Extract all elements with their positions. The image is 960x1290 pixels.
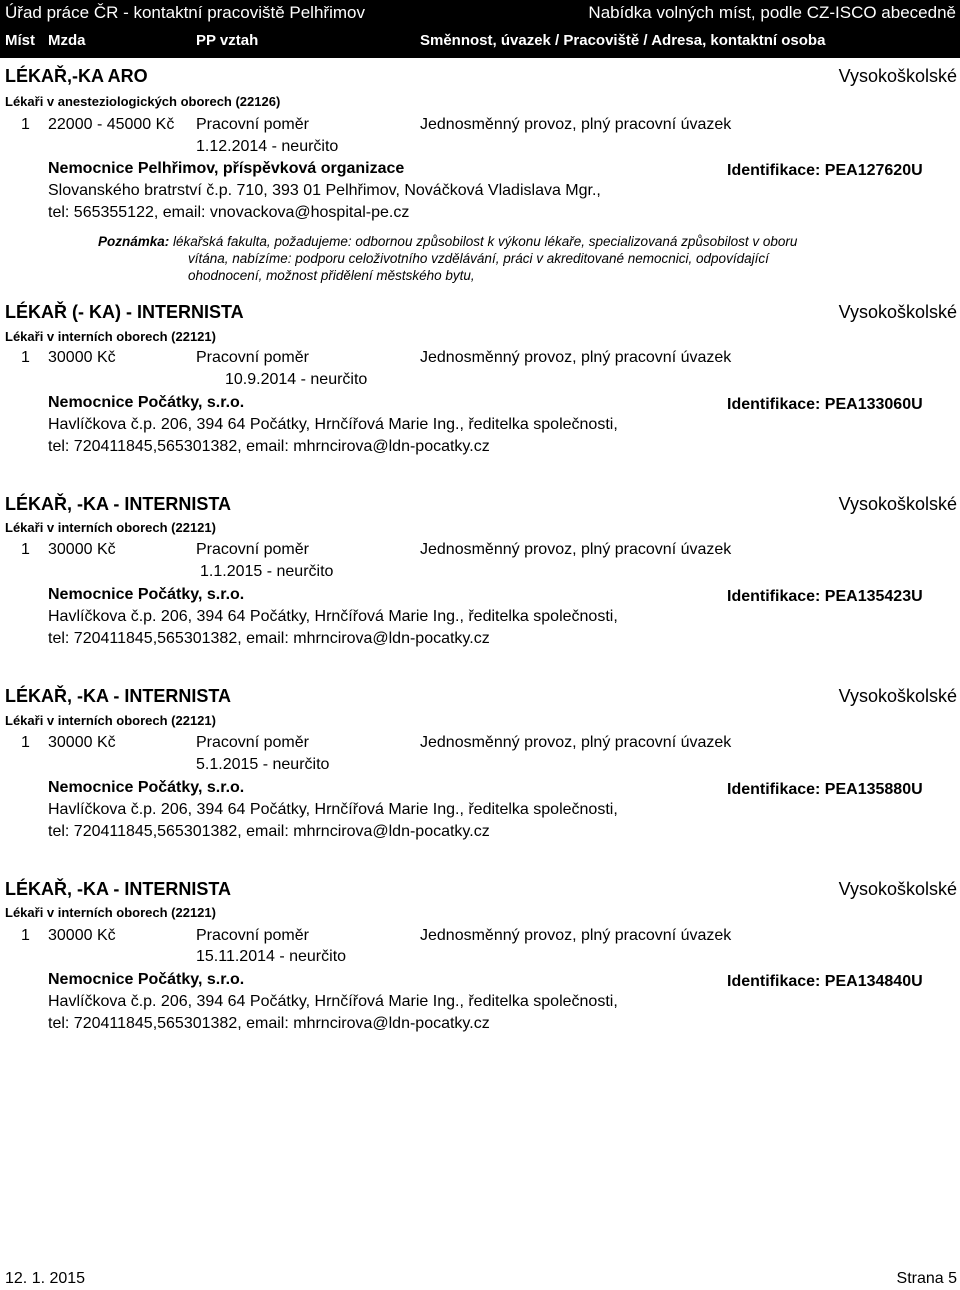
employer-name: Nemocnice Počátky, s.r.o. (48, 971, 245, 988)
job-title: LÉKAŘ,-KA ARO (5, 66, 148, 86)
note-line: ohodnocení, možnost přidělení městského bytu, (188, 268, 475, 283)
column-header-smennost: Směnnost, úvazek / Pracoviště / Adresa, kontaktní osoba (420, 32, 826, 49)
date-range: 15.11.2014 - neurčito (196, 948, 347, 965)
wage: 30000 Kč (48, 541, 116, 558)
education-level: Vysokoškolské (838, 879, 957, 899)
contact-info: tel: 720411845,565301382, email: mhrncirova@ldn-pocatky.cz (48, 1015, 490, 1032)
office-title: Úřad práce ČR - kontaktní pracoviště Pelhřimov (5, 3, 365, 22)
employment-relation: Pracovní poměr (196, 927, 309, 944)
education-level: Vysokoškolské (838, 302, 957, 322)
note-line: lékařská fakulta, požadujeme: odbornou způsobilost k výkonu lékaře, specializovaná způsobilost v oboru (173, 234, 798, 249)
note-label: Poznámka: (98, 234, 170, 249)
position-count: 1 (21, 734, 30, 751)
note-line: vítána, nabízíme: podporu celoživotního vzdělávání, práci v akreditované nemocnici, odpovídající (188, 251, 769, 266)
wage: 30000 Kč (48, 927, 116, 944)
footer-date: 12. 1. 2015 (5, 1270, 86, 1287)
employment-relation: Pracovní poměr (196, 349, 309, 366)
employer-address: Slovanského bratrství č.p. 710, 393 01 Pelhřimov, Nováčková Vladislava Mgr., (48, 182, 601, 199)
page-number: Strana 5 (896, 1270, 957, 1287)
employment-relation: Pracovní poměr (196, 734, 309, 751)
shift-type: Jednosměnný provoz, plný pracovní úvazek (420, 349, 732, 366)
employer-name: Nemocnice Počátky, s.r.o. (48, 586, 245, 603)
date-range: 5.1.2015 - neurčito (196, 756, 330, 773)
employment-relation: Pracovní poměr (196, 116, 309, 133)
job-id: Identifikace: PEA127620U (727, 162, 923, 179)
employment-relation: Pracovní poměr (196, 541, 309, 558)
position-count: 1 (21, 927, 30, 944)
position-count: 1 (21, 349, 30, 366)
date-range: 1.12.2014 - neurčito (196, 138, 339, 155)
employer-name: Nemocnice Pelhřimov, příspěvková organizace (48, 160, 405, 177)
header-bar (0, 0, 960, 58)
contact-info: tel: 565355122, email: vnovackova@hospital-pe.cz (48, 204, 410, 221)
employer-address: Havlíčkova č.p. 206, 394 64 Počátky, Hrnčířová Marie Ing., ředitelka společnosti, (48, 801, 618, 818)
job-note (98, 233, 953, 284)
education-level: Vysokoškolské (838, 494, 957, 514)
position-count: 1 (21, 116, 30, 133)
contact-info: tel: 720411845,565301382, email: mhrncirova@ldn-pocatky.cz (48, 630, 490, 647)
wage: 30000 Kč (48, 734, 116, 751)
job-category: Lékaři v interních oborech (22121) (5, 520, 216, 535)
employer-address: Havlíčkova č.p. 206, 394 64 Počátky, Hrnčířová Marie Ing., ředitelka společnosti, (48, 608, 618, 625)
shift-type: Jednosměnný provoz, plný pracovní úvazek (420, 541, 732, 558)
position-count: 1 (21, 541, 30, 558)
job-title: LÉKAŘ (- KA) - INTERNISTA (5, 302, 244, 322)
shift-type: Jednosměnný provoz, plný pracovní úvazek (420, 116, 732, 133)
job-title: LÉKAŘ, -KA - INTERNISTA (5, 686, 231, 706)
column-header-mzda: Mzda (48, 32, 86, 49)
report-title: Nabídka volných míst, podle CZ-ISCO abecedně (588, 3, 956, 22)
employer-address: Havlíčkova č.p. 206, 394 64 Počátky, Hrnčířová Marie Ing., ředitelka společnosti, (48, 993, 618, 1010)
job-category: Lékaři v anesteziologických oborech (22126) (5, 94, 281, 109)
job-category: Lékaři v interních oborech (22121) (5, 329, 216, 344)
job-title: LÉKAŘ, -KA - INTERNISTA (5, 879, 231, 899)
date-range: 10.9.2014 - neurčito (225, 371, 368, 388)
contact-info: tel: 720411845,565301382, email: mhrncirova@ldn-pocatky.cz (48, 823, 490, 840)
education-level: Vysokoškolské (838, 66, 957, 86)
wage: 30000 Kč (48, 349, 116, 366)
job-id: Identifikace: PEA133060U (727, 396, 923, 413)
job-id: Identifikace: PEA134840U (727, 973, 923, 990)
education-level: Vysokoškolské (838, 686, 957, 706)
job-id: Identifikace: PEA135880U (727, 781, 923, 798)
job-category: Lékaři v interních oborech (22121) (5, 713, 216, 728)
employer-name: Nemocnice Počátky, s.r.o. (48, 394, 245, 411)
shift-type: Jednosměnný provoz, plný pracovní úvazek (420, 734, 732, 751)
employer-name: Nemocnice Počátky, s.r.o. (48, 779, 245, 796)
column-header-mist: Míst (5, 32, 35, 49)
column-header-pp: PP vztah (196, 32, 259, 49)
employer-address: Havlíčkova č.p. 206, 394 64 Počátky, Hrnčířová Marie Ing., ředitelka společnosti, (48, 416, 618, 433)
wage: 22000 - 45000 Kč (48, 116, 175, 133)
shift-type: Jednosměnný provoz, plný pracovní úvazek (420, 927, 732, 944)
job-title: LÉKAŘ, -KA - INTERNISTA (5, 494, 231, 514)
job-id: Identifikace: PEA135423U (727, 588, 923, 605)
job-category: Lékaři v interních oborech (22121) (5, 905, 216, 920)
date-range: 1.1.2015 - neurčito (200, 563, 334, 580)
contact-info: tel: 720411845,565301382, email: mhrncirova@ldn-pocatky.cz (48, 438, 490, 455)
